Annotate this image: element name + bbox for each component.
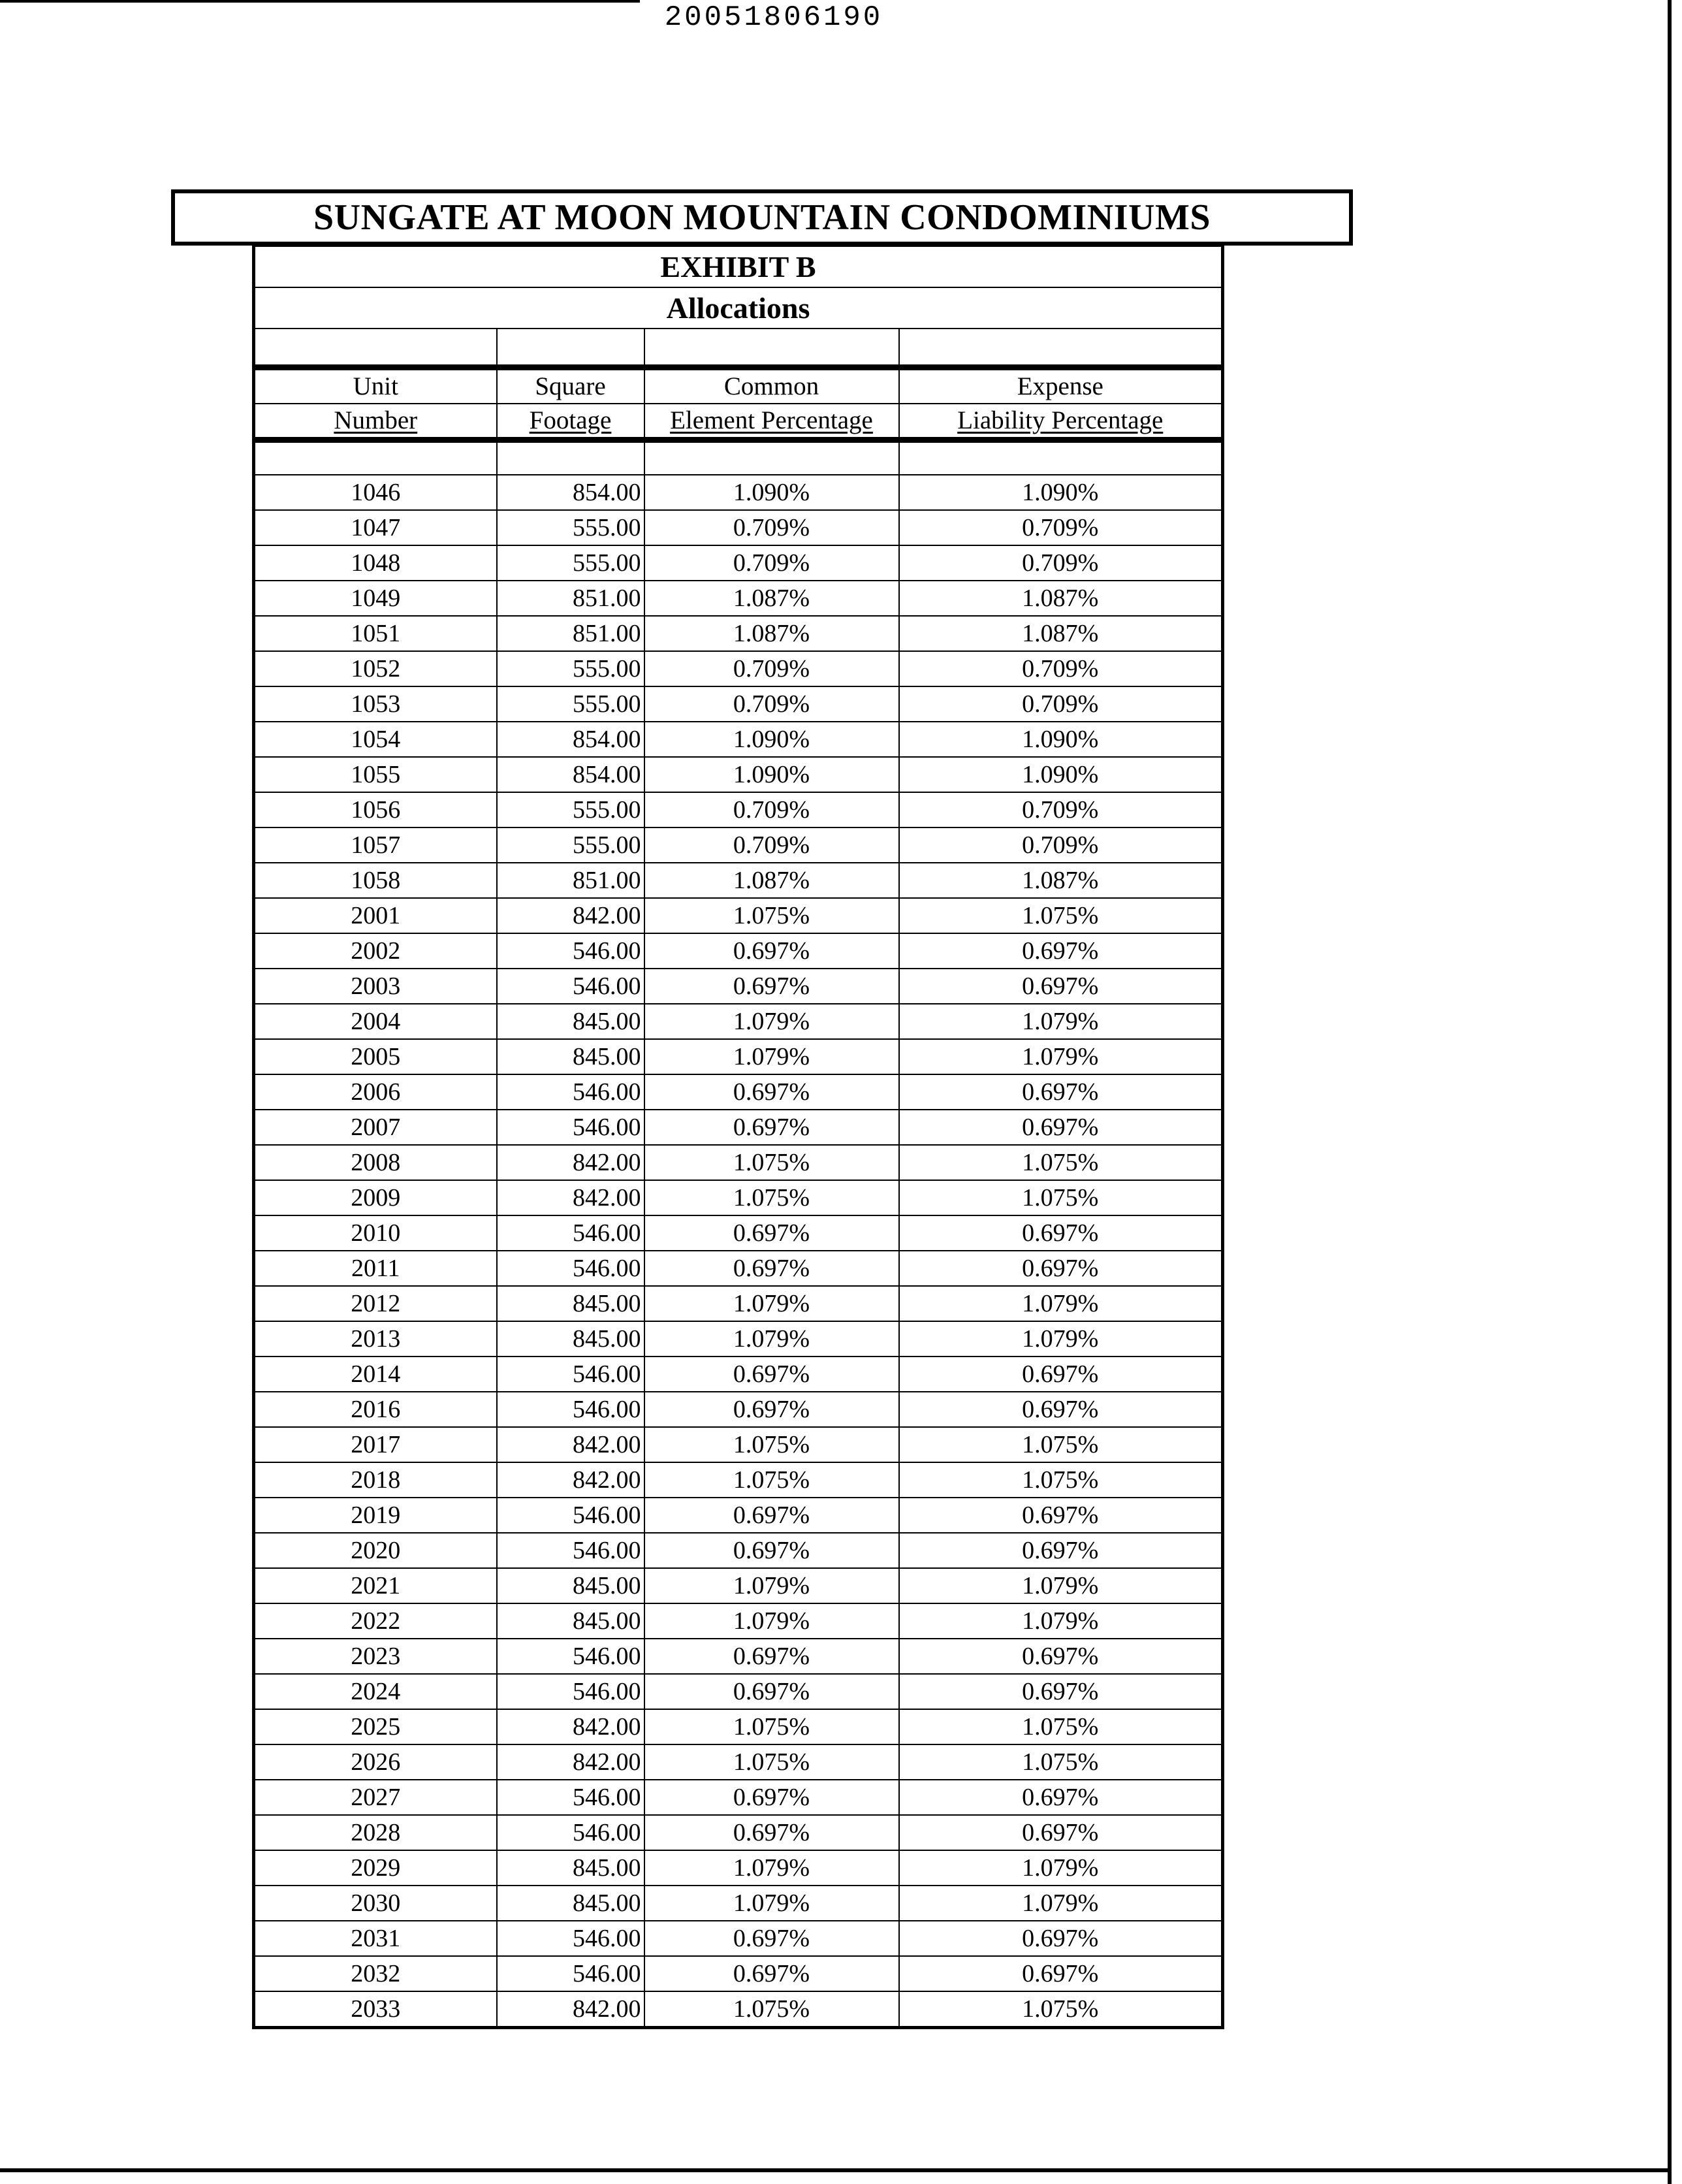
common-element-percentage-cell: 0.697% [644,969,899,1004]
square-footage-cell: 546.00 [497,933,644,969]
square-footage-cell: 555.00 [497,651,644,686]
expense-liability-percentage-cell: 1.075% [899,898,1223,933]
expense-liability-percentage-cell: 0.697% [899,1215,1223,1251]
common-element-percentage-cell: 0.697% [644,1921,899,1956]
square-footage-cell: 845.00 [497,1850,644,1886]
common-element-percentage-cell: 1.090% [644,475,899,510]
common-element-percentage-cell: 0.697% [644,1110,899,1145]
expense-liability-percentage-cell: 0.697% [899,1674,1223,1709]
common-element-percentage-cell: 0.709% [644,510,899,545]
square-footage-cell: 854.00 [497,722,644,757]
common-element-percentage-cell: 1.075% [644,1991,899,2028]
common-element-percentage-cell: 0.697% [644,1639,899,1674]
common-element-percentage-cell: 0.709% [644,686,899,722]
table-row [254,863,1223,898]
table-row [254,1533,1223,1568]
common-element-percentage-cell: 1.079% [644,1850,899,1886]
table-row [254,1392,1223,1427]
unit-number-cell: 1046 [254,475,497,510]
common-element-percentage-cell: 1.075% [644,1427,899,1462]
table-row [254,1462,1223,1498]
square-footage-cell: 851.00 [497,863,644,898]
header-expense-line1: Expense [899,368,1223,404]
subtitle-row [254,287,1223,329]
common-element-percentage-cell: 1.079% [644,1568,899,1603]
square-footage-cell: 845.00 [497,1286,644,1321]
unit-number-cell: 2033 [254,1991,497,2028]
unit-number-cell: 2031 [254,1921,497,1956]
square-footage-cell: 555.00 [497,510,644,545]
blank-row [254,440,1223,475]
table-row [254,1427,1223,1462]
table-row [254,1145,1223,1180]
expense-liability-percentage-cell: 0.697% [899,1498,1223,1533]
table-row [254,969,1223,1004]
unit-number-cell: 2001 [254,898,497,933]
table-row [254,1251,1223,1286]
unit-number-cell: 2020 [254,1533,497,1568]
square-footage-cell: 851.00 [497,616,644,651]
table-row [254,1603,1223,1639]
table-row [254,581,1223,616]
header-sqft-cell [497,404,644,440]
table-row [254,933,1223,969]
square-footage-cell: 546.00 [497,1498,644,1533]
unit-number-cell: 1052 [254,651,497,686]
expense-liability-percentage-cell: 1.079% [899,1039,1223,1074]
unit-number-cell: 2012 [254,1286,497,1321]
square-footage-cell: 842.00 [497,1462,644,1498]
table-row [254,1039,1223,1074]
common-element-percentage-cell: 0.697% [644,1392,899,1427]
unit-number-cell: 1056 [254,792,497,827]
square-footage-cell: 842.00 [497,1180,644,1215]
expense-liability-percentage-cell: 1.090% [899,475,1223,510]
square-footage-cell: 842.00 [497,1145,644,1180]
square-footage-cell: 842.00 [497,898,644,933]
unit-number-cell: 2024 [254,1674,497,1709]
spacer-cell [497,329,644,368]
common-element-percentage-cell: 1.090% [644,722,899,757]
allocations-table [252,246,1224,2029]
table-row [254,545,1223,581]
common-element-percentage-cell: 1.087% [644,616,899,651]
expense-liability-percentage-cell: 0.709% [899,792,1223,827]
table-row [254,1110,1223,1145]
expense-liability-percentage-cell: 1.079% [899,1004,1223,1039]
expense-liability-percentage-cell: 0.709% [899,686,1223,722]
blank-cell [254,440,497,475]
page-bottom-edge [0,2168,1672,2172]
unit-number-cell: 1057 [254,827,497,863]
table-row [254,1498,1223,1533]
blank-cell [497,440,644,475]
expense-liability-percentage-cell: 1.079% [899,1850,1223,1886]
square-footage-cell: 546.00 [497,1357,644,1392]
square-footage-cell: 546.00 [497,1956,644,1991]
expense-liability-percentage-cell: 1.075% [899,1462,1223,1498]
unit-number-cell: 2005 [254,1039,497,1074]
square-footage-cell: 555.00 [497,827,644,863]
common-element-percentage-cell: 1.079% [644,1886,899,1921]
square-footage-cell: 546.00 [497,1110,644,1145]
unit-number-cell: 1047 [254,510,497,545]
expense-liability-percentage-cell: 0.697% [899,1251,1223,1286]
header-expense-cell [899,404,1223,440]
table-row [254,1709,1223,1744]
unit-number-cell: 2025 [254,1709,497,1744]
table-row [254,1286,1223,1321]
expense-liability-percentage-cell: 1.079% [899,1321,1223,1357]
spacer-cell [899,329,1223,368]
unit-number-cell: 2004 [254,1004,497,1039]
common-element-percentage-cell: 0.697% [644,1815,899,1850]
common-element-percentage-cell: 0.697% [644,1956,899,1991]
expense-liability-percentage-cell: 0.697% [899,1392,1223,1427]
expense-liability-percentage-cell: 1.075% [899,1744,1223,1780]
page-right-edge [1668,0,1672,2184]
square-footage-cell: 546.00 [497,1392,644,1427]
unit-number-cell: 2022 [254,1603,497,1639]
common-element-percentage-cell: 1.087% [644,863,899,898]
unit-number-cell: 2011 [254,1251,497,1286]
expense-liability-percentage-cell: 0.697% [899,1815,1223,1850]
table-row [254,1921,1223,1956]
expense-liability-percentage-cell: 1.090% [899,722,1223,757]
square-footage-cell: 842.00 [497,1709,644,1744]
table-row [254,827,1223,863]
expense-liability-percentage-cell: 0.697% [899,1780,1223,1815]
square-footage-cell: 842.00 [497,1991,644,2028]
square-footage-cell: 546.00 [497,1639,644,1674]
blank-cell [644,440,899,475]
table-row [254,1780,1223,1815]
header-sqft-line1: Square [497,368,644,404]
common-element-percentage-cell: 1.075% [644,1709,899,1744]
common-element-percentage-cell: 0.697% [644,1498,899,1533]
expense-liability-percentage-cell: 0.697% [899,1074,1223,1110]
table-row [254,1886,1223,1921]
expense-liability-percentage-cell: 1.075% [899,1991,1223,2028]
allocations-label: Allocations [254,287,1223,329]
expense-liability-percentage-cell: 0.697% [899,1921,1223,1956]
common-element-percentage-cell: 1.075% [644,1145,899,1180]
expense-liability-percentage-cell: 0.697% [899,969,1223,1004]
header-common-line1: Common [644,368,899,404]
expense-liability-percentage-cell: 1.079% [899,1568,1223,1603]
common-element-percentage-cell: 0.697% [644,1533,899,1568]
square-footage-cell: 555.00 [497,545,644,581]
table-row [254,1004,1223,1039]
common-element-percentage-cell: 0.697% [644,1251,899,1286]
square-footage-cell: 546.00 [497,1251,644,1286]
unit-number-cell: 2009 [254,1180,497,1215]
square-footage-cell: 845.00 [497,1568,644,1603]
unit-number-cell: 2017 [254,1427,497,1462]
square-footage-cell: 546.00 [497,1074,644,1110]
spacer-cell [644,329,899,368]
expense-liability-percentage-cell: 1.079% [899,1603,1223,1639]
table-row [254,1639,1223,1674]
header-unit-cell [254,404,497,440]
common-element-percentage-cell: 1.075% [644,1744,899,1780]
unit-number-cell: 2014 [254,1357,497,1392]
common-element-percentage-cell: 0.697% [644,1674,899,1709]
table-row [254,898,1223,933]
table-row [254,1956,1223,1991]
unit-number-cell: 2019 [254,1498,497,1533]
expense-liability-percentage-cell: 1.090% [899,757,1223,792]
unit-number-cell: 1054 [254,722,497,757]
table-row [254,686,1223,722]
common-element-percentage-cell: 0.697% [644,933,899,969]
expense-liability-percentage-cell: 0.697% [899,1357,1223,1392]
unit-number-cell: 2028 [254,1815,497,1850]
table-row [254,722,1223,757]
table-row [254,510,1223,545]
square-footage-cell: 546.00 [497,1921,644,1956]
expense-liability-percentage-cell: 0.697% [899,1639,1223,1674]
table-row [254,1074,1223,1110]
unit-number-cell: 1049 [254,581,497,616]
spacer-cell [254,329,497,368]
table-row [254,1215,1223,1251]
unit-number-cell: 2007 [254,1110,497,1145]
unit-number-cell: 2002 [254,933,497,969]
common-element-percentage-cell: 1.075% [644,1180,899,1215]
common-element-percentage-cell: 1.090% [644,757,899,792]
expense-liability-percentage-cell: 1.075% [899,1145,1223,1180]
header-common-cell [644,404,899,440]
header-unit-line2: Number [334,406,418,434]
common-element-percentage-cell: 0.709% [644,545,899,581]
square-footage-cell: 845.00 [497,1886,644,1921]
table-row [254,1991,1223,2028]
exhibit-label: EXHIBIT B [254,246,1223,287]
common-element-percentage-cell: 1.079% [644,1603,899,1639]
unit-number-cell: 2026 [254,1744,497,1780]
square-footage-cell: 854.00 [497,757,644,792]
unit-number-cell: 2013 [254,1321,497,1357]
table-row [254,1815,1223,1850]
table-row [254,1850,1223,1886]
unit-number-cell: 2030 [254,1886,497,1921]
expense-liability-percentage-cell: 0.697% [899,1956,1223,1991]
expense-liability-percentage-cell: 1.087% [899,616,1223,651]
table-row [254,1744,1223,1780]
unit-number-cell: 1058 [254,863,497,898]
document-number: 20051806190 [664,1,883,34]
expense-liability-percentage-cell: 1.075% [899,1180,1223,1215]
common-element-percentage-cell: 1.079% [644,1039,899,1074]
expense-liability-percentage-cell: 1.075% [899,1709,1223,1744]
square-footage-cell: 845.00 [497,1603,644,1639]
table-row [254,616,1223,651]
unit-number-cell: 1055 [254,757,497,792]
unit-number-cell: 2029 [254,1850,497,1886]
header-unit-line1: Unit [254,368,497,404]
square-footage-cell: 546.00 [497,1780,644,1815]
unit-number-cell: 2006 [254,1074,497,1110]
square-footage-cell: 546.00 [497,1674,644,1709]
expense-liability-percentage-cell: 0.709% [899,545,1223,581]
unit-number-cell: 2008 [254,1145,497,1180]
table-row [254,1357,1223,1392]
common-element-percentage-cell: 0.697% [644,1780,899,1815]
square-footage-cell: 854.00 [497,475,644,510]
header-row-top [254,368,1223,404]
unit-number-cell: 1051 [254,616,497,651]
common-element-percentage-cell: 0.697% [644,1215,899,1251]
unit-number-cell: 1053 [254,686,497,722]
header-sqft-line2: Footage [529,406,612,434]
unit-number-cell: 2032 [254,1956,497,1991]
square-footage-cell: 546.00 [497,1815,644,1850]
table-row [254,1674,1223,1709]
exhibit-row [254,246,1223,287]
common-element-percentage-cell: 0.709% [644,792,899,827]
common-element-percentage-cell: 0.709% [644,651,899,686]
square-footage-cell: 546.00 [497,1533,644,1568]
common-element-percentage-cell: 0.697% [644,1357,899,1392]
expense-liability-percentage-cell: 1.079% [899,1286,1223,1321]
square-footage-cell: 851.00 [497,581,644,616]
document-title: SUNGATE AT MOON MOUNTAIN CONDOMINIUMS [171,189,1353,246]
common-element-percentage-cell: 1.079% [644,1321,899,1357]
unit-number-cell: 2021 [254,1568,497,1603]
expense-liability-percentage-cell: 0.709% [899,510,1223,545]
common-element-percentage-cell: 1.087% [644,581,899,616]
expense-liability-percentage-cell: 1.087% [899,581,1223,616]
expense-liability-percentage-cell: 1.075% [899,1427,1223,1462]
common-element-percentage-cell: 0.697% [644,1074,899,1110]
header-row-bottom [254,404,1223,440]
square-footage-cell: 842.00 [497,1744,644,1780]
expense-liability-percentage-cell: 0.697% [899,1110,1223,1145]
common-element-percentage-cell: 1.075% [644,898,899,933]
common-element-percentage-cell: 1.079% [644,1286,899,1321]
expense-liability-percentage-cell: 0.709% [899,651,1223,686]
unit-number-cell: 2010 [254,1215,497,1251]
square-footage-cell: 842.00 [497,1427,644,1462]
unit-number-cell: 2027 [254,1780,497,1815]
square-footage-cell: 845.00 [497,1321,644,1357]
unit-number-cell: 2003 [254,969,497,1004]
square-footage-cell: 845.00 [497,1004,644,1039]
expense-liability-percentage-cell: 1.087% [899,863,1223,898]
table-row [254,1321,1223,1357]
table-row [254,651,1223,686]
square-footage-cell: 546.00 [497,969,644,1004]
common-element-percentage-cell: 0.709% [644,827,899,863]
expense-liability-percentage-cell: 0.697% [899,1533,1223,1568]
expense-liability-percentage-cell: 0.709% [899,827,1223,863]
table-row [254,1568,1223,1603]
unit-number-cell: 2018 [254,1462,497,1498]
common-element-percentage-cell: 1.075% [644,1462,899,1498]
common-element-percentage-cell: 1.079% [644,1004,899,1039]
unit-number-cell: 2023 [254,1639,497,1674]
blank-cell [899,440,1223,475]
square-footage-cell: 555.00 [497,792,644,827]
table-row [254,757,1223,792]
header-expense-line2: Liability Percentage [957,406,1164,434]
square-footage-cell: 845.00 [497,1039,644,1074]
square-footage-cell: 555.00 [497,686,644,722]
spacer-row [254,329,1223,368]
expense-liability-percentage-cell: 0.697% [899,933,1223,969]
square-footage-cell: 546.00 [497,1215,644,1251]
unit-number-cell: 1048 [254,545,497,581]
table-row [254,792,1223,827]
table-row [254,475,1223,510]
expense-liability-percentage-cell: 1.079% [899,1886,1223,1921]
unit-number-cell: 2016 [254,1392,497,1427]
header-common-line2: Element Percentage [670,406,873,434]
table-row [254,1180,1223,1215]
